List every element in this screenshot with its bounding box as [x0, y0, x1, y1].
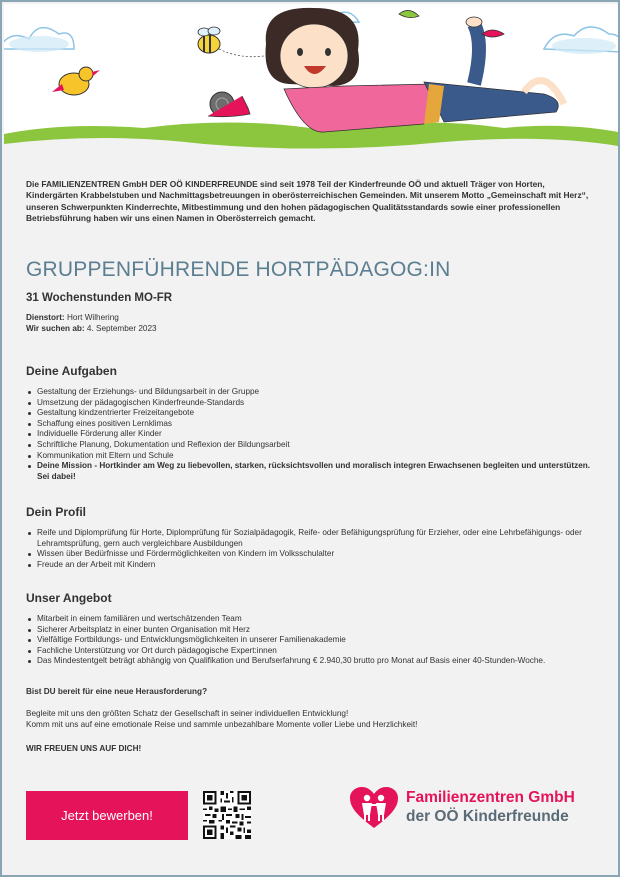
job-hours: 31 Wochenstunden MO-FR — [26, 292, 173, 304]
start-value: 4. September 2023 — [86, 323, 157, 333]
list-item: Sicherer Arbeitsplatz in einer bunten Organisation mit Herz — [26, 625, 598, 636]
qr-code[interactable] — [203, 791, 251, 839]
intro-text: Die FAMILIENZENTREN GmbH DER OÖ KINDERFREUNDE sind seit 1978 Teil der Kinderfreunde OÖ und aktuell Träger von Horten, Kindergärten Krabbelstuben und Nachmittagsbetreuungen in oberösterreichischen Gemeinden. Mit unserem Motto „Gemeinschaft mit Herz“, unseren Schwerpunkten Kinderrechte, Mitbestimmung und den hohen pädagogischen Qualitätsstandards sowie einer professionellen Betriebsführung haben wir uns einen Namen in Oberösterreich gemacht. — [26, 179, 589, 223]
list-item: Fachliche Unterstützung vor Ort durch pädagogische Expert:innen — [26, 646, 598, 657]
list-item: Schaffung eines positiven Lernklimas — [26, 419, 598, 430]
list-item: Kommunikation mit Eltern und Schule — [26, 451, 598, 462]
logo-line-1: Familienzentren GmbH — [406, 789, 575, 806]
bird-icon — [52, 67, 100, 95]
job-meta — [26, 313, 157, 334]
aufgaben-heading: Deine Aufgaben — [26, 364, 117, 378]
location-label: Dienstort: — [26, 313, 65, 322]
start-label: Wir suchen ab: — [26, 323, 85, 333]
logo-line-2: der OÖ Kinderfreunde — [406, 808, 569, 825]
intro-block — [26, 179, 596, 224]
angebot-heading: Unser Angebot — [26, 591, 112, 605]
header-illustration — [4, 4, 618, 169]
section-angebot — [26, 591, 598, 667]
closing-line-2: Komm mit uns auf eine emotionale Reise und sammle unbezahlbare Momente voller Liebe und Herzlichkeit! — [26, 720, 418, 729]
apply-button[interactable]: Jetzt bewerben! — [26, 791, 188, 840]
list-item: Vielfältige Fortbildungs- und Entwicklungsmöglichkeiten in unserer Familienakademie — [26, 635, 598, 646]
girl-illustration — [4, 4, 618, 169]
mission-item: Deine Mission - Hortkinder am Weg zu liebevollen, starken, rücksichtsvollen und moralisch integren Erwachsenen begleiten und unterstützen. Sei dabei! — [26, 461, 598, 482]
list-item: Wissen über Bedürfnisse und Fördermöglichkeiten von Kindern im Volksschulalter — [26, 549, 598, 560]
list-item: Gestaltung kindzentrierter Freizeitangebote — [26, 408, 598, 419]
profil-heading: Dein Profil — [26, 505, 87, 519]
girl-figure — [265, 8, 564, 132]
profil-list — [26, 528, 598, 570]
list-item: Mitarbeit in einem familiären und wertschätzenden Team — [26, 614, 598, 625]
job-title: GRUPPENFÜHRENDE HORTPÄDAGOG:IN — [26, 258, 451, 281]
section-profil — [26, 505, 598, 570]
angebot-list — [26, 614, 598, 667]
closing-shout: WIR FREUEN UNS AUF DICH! — [26, 744, 142, 753]
brand-logo — [348, 782, 593, 830]
list-item: Individuelle Förderung aller Kinder — [26, 429, 598, 440]
location-value: Hort Wilhering — [66, 313, 119, 322]
section-aufgaben — [26, 364, 598, 482]
list-item: Umsetzung der pädagogischen Kinderfreunde-Standards — [26, 398, 598, 409]
list-item: Freude an der Arbeit mit Kindern — [26, 560, 598, 571]
challenge-question: Bist DU bereit für eine neue Herausforderung? — [26, 687, 208, 696]
list-item: Das Mindestentgelt beträgt abhängig von Qualifikation und Berufserfahrung € 2.940,30 brutto pro Monat auf Basis einer 40-Stunden-Woche. — [26, 656, 598, 667]
bee-icon — [198, 27, 264, 57]
snail-icon — [208, 92, 250, 117]
aufgaben-list — [26, 387, 598, 482]
heart-logo-icon — [348, 786, 400, 830]
closing-line-1: Begleite mit uns den größten Schatz der Gesellschaft in seiner individuellen Entwicklung! — [26, 709, 349, 718]
list-item: Gestaltung der Erziehungs- und Bildungsarbeit in der Gruppe — [26, 387, 598, 398]
list-item: Reife und Diplomprüfung für Horte, Diplomprüfung für Sozialpädagogik, Reife- oder Befähigungsprüfung für Erzieher, oder eine Lehrbefähigungs- oder Lehramtsprüfung, gern auch vergleichbare Ausbildungen — [26, 528, 598, 549]
list-item: Schriftliche Planung, Dokumentation und Reflexion der Bildungsarbeit — [26, 440, 598, 451]
